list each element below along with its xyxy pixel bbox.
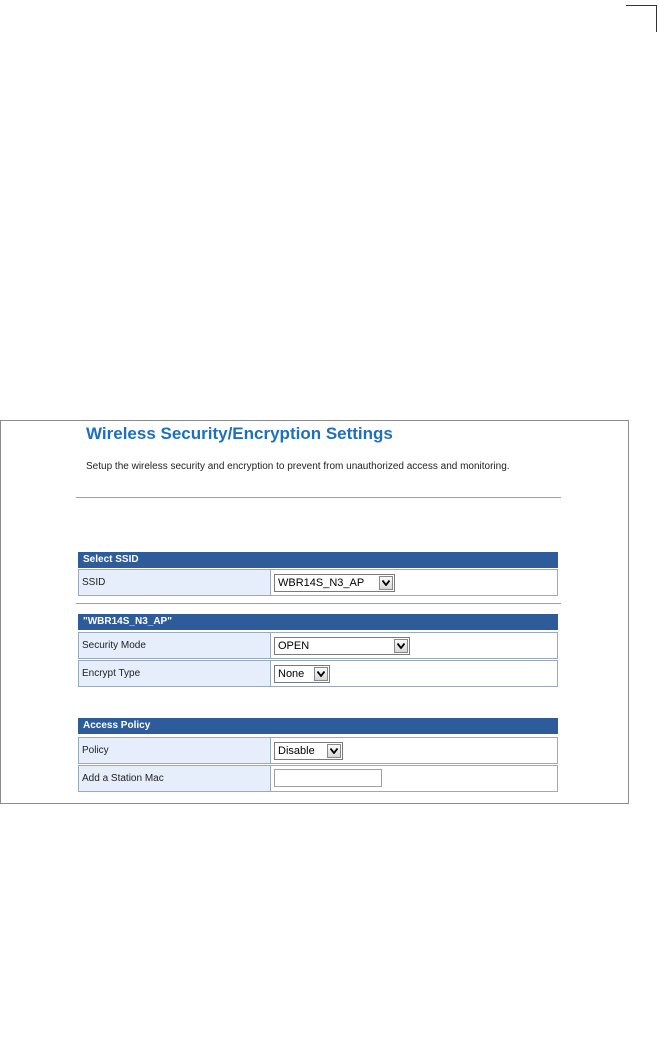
divider-top <box>76 497 561 498</box>
encrypt-type-label: Encrypt Type <box>78 660 271 687</box>
policy-value-cell <box>271 737 558 764</box>
encrypt-type-select[interactable] <box>274 665 330 683</box>
chevron-down-icon <box>379 576 393 590</box>
page-description: Setup the wireless security and encryption to prevent from unauthorized access and monitoring. <box>86 461 510 472</box>
security-mode-select[interactable] <box>274 637 410 655</box>
encrypt-type-row <box>78 660 558 687</box>
ssid-security-header: "WBR14S_N3_AP" <box>78 614 558 630</box>
policy-row <box>78 737 558 764</box>
ssid-value-cell <box>271 569 558 596</box>
ssid-row <box>78 569 558 596</box>
policy-label: Policy <box>78 737 271 764</box>
policy-select[interactable] <box>274 742 343 760</box>
page-title: Wireless Security/Encryption Settings <box>86 424 393 443</box>
security-mode-value-cell <box>271 632 558 659</box>
station-mac-input[interactable] <box>274 769 382 787</box>
divider-middle <box>76 603 561 604</box>
security-mode-select-value: OPEN <box>278 640 310 652</box>
select-ssid-header: Select SSID <box>78 552 558 568</box>
policy-select-value: Disable <box>278 745 315 757</box>
ssid-label: SSID <box>78 569 271 596</box>
access-policy-header: Access Policy <box>78 718 558 734</box>
page-corner-mark <box>626 5 657 32</box>
security-mode-row <box>78 632 558 659</box>
security-mode-label: Security Mode <box>78 632 271 659</box>
encrypt-type-select-value: None <box>278 668 305 680</box>
chevron-down-icon <box>327 744 341 758</box>
ssid-select-value: WBR14S_N3_AP <box>278 577 365 589</box>
ssid-select[interactable] <box>274 574 395 592</box>
station-mac-value-cell <box>271 765 558 792</box>
encrypt-type-value-cell <box>271 660 558 687</box>
station-mac-label: Add a Station Mac <box>78 765 271 792</box>
chevron-down-icon <box>394 639 408 653</box>
chevron-down-icon <box>314 667 328 681</box>
station-mac-row <box>78 765 558 792</box>
